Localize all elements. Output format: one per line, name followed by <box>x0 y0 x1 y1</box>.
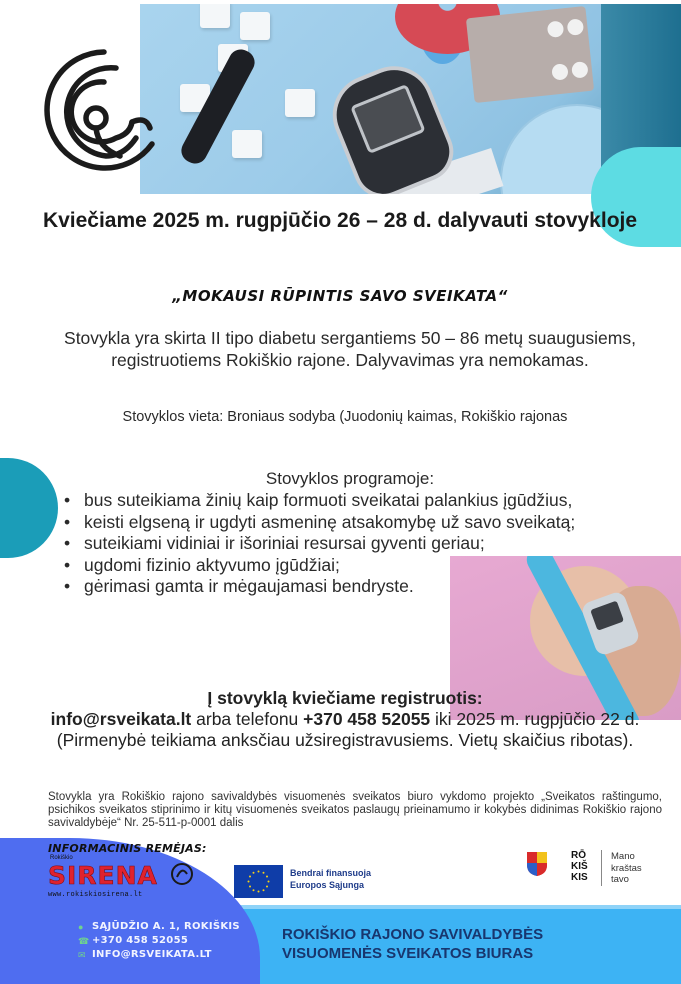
pill-blister <box>466 6 594 103</box>
brand-line: KIŠ <box>571 861 588 872</box>
location-text: Stovyklos vieta: Broniaus sodyba (Juodonių kaimas, Rokiškio rajonas <box>122 409 568 425</box>
sugar-cube <box>200 4 230 28</box>
sirena-logo-caption: Rokiškio <box>50 855 73 861</box>
slogan-line: tavo <box>611 874 629 885</box>
eu-text-line: Bendrai finansuoja <box>290 868 372 878</box>
slogan-line: kraštas <box>611 862 642 874</box>
registration-block <box>30 688 660 751</box>
divider <box>601 850 602 886</box>
eu-funding-text <box>290 867 371 891</box>
program-list <box>62 490 662 598</box>
slogan <box>611 851 642 886</box>
office-name <box>282 925 662 963</box>
glucose-meter <box>321 54 463 194</box>
contact-address: SĄJŪDŽIO A. 1, ROKIŠKIS <box>92 921 240 932</box>
list-item: • ugdomi fizinio aktyvumo įgūdžiai; <box>62 555 662 577</box>
location-pin-icon: ● <box>78 922 84 932</box>
spiral-logo-icon <box>34 44 164 184</box>
slogan-line: Mano <box>611 851 635 862</box>
page-title: Kviečiame 2025 m. rugpjūčio 26 – 28 d. dalyvauti stovykloje <box>42 209 638 232</box>
registration-deadline: iki 2025 m. rugpjūčio 22 d. (Pirmenybė teikiama anksčiau užsiregistravusiems. Vietų skaičius ribotas). <box>56 709 640 750</box>
registration-heading: Į stovyklą kviečiame registruotis: <box>207 688 483 708</box>
eu-text-line: Europos Sąjunga <box>290 880 365 890</box>
list-item: • bus suteikiama žinių kaip formuoti sveikatai palankius įgūdžius, <box>62 490 662 512</box>
sirena-logo: SIRENA <box>48 861 158 890</box>
registration-phone[interactable]: +370 458 52055 <box>303 709 431 729</box>
list-item: • suteikiami vidiniai ir išoriniai resursai gyventi geriau; <box>62 533 662 555</box>
brand-line: RŌ <box>571 850 586 861</box>
rokiskis-coat-of-arms-icon <box>526 851 548 877</box>
office-name-line: VISUOMENĖS SVEIKATOS BIURAS <box>282 945 534 962</box>
rokiskis-brand-logo <box>571 850 588 883</box>
footer-band-edge <box>230 905 681 909</box>
intro-text: Stovykla yra skirta II tipo diabetu sergantiems 50 – 86 metų suaugusiems, registruotiems Rokiškio rajone. Dalyvavimas yra nemokamas. <box>64 328 636 370</box>
email-icon: ✉ <box>78 950 86 960</box>
sirena-url[interactable]: www.rokiskiosirena.lt <box>48 891 143 899</box>
registration-email[interactable]: info@rsveikata.lt <box>50 709 192 729</box>
contact-email[interactable]: INFO@RSVEIKATA.LT <box>92 949 212 960</box>
phone-icon: ☎ <box>78 936 90 946</box>
brand-line: KIS <box>571 872 588 883</box>
list-item: • keisti elgseną ir ugdyti asmeninę atsakomybę už savo sveikatą; <box>62 512 662 534</box>
registration-connector: arba telefonu <box>191 709 304 729</box>
camp-name: „MOKAUSI RŪPINTIS SAVO SVEIKATA“ <box>172 287 508 305</box>
footer-blue-blob <box>0 838 260 984</box>
sugar-cube <box>240 12 270 40</box>
project-footnote: Stovykla yra Rokiškio rajono savivaldybės visuomenės sveikatos biuro vykdomo projekto „Sveikatos raštingumo, psichikos sveikatos stiprinimo ir kitų visuomenės sveikatos paslaugų prieinamumo ir kokybės didinimas Rokiškio rajono savivaldybėje“ Nr. 25-511-p-0001 dalis <box>48 791 662 829</box>
eu-flag-icon <box>234 865 283 898</box>
contact-phone[interactable]: +370 458 52055 <box>92 935 189 946</box>
sugar-cube <box>232 130 262 158</box>
sugar-cube <box>285 89 315 117</box>
office-name-line: ROKIŠKIO RAJONO SAVIVALDYBĖS <box>282 926 544 943</box>
registration-text <box>30 709 660 751</box>
sponsor-label: INFORMACINIS REMĖJAS: <box>48 842 207 855</box>
program-title: Stovyklos programoje: <box>265 469 435 488</box>
list-item: • gėrimasi gamta ir mėgaujamasi bendryste. <box>62 576 662 598</box>
header-photo-diabetes-supplies <box>140 4 681 194</box>
sirena-emblem-icon <box>170 862 194 886</box>
